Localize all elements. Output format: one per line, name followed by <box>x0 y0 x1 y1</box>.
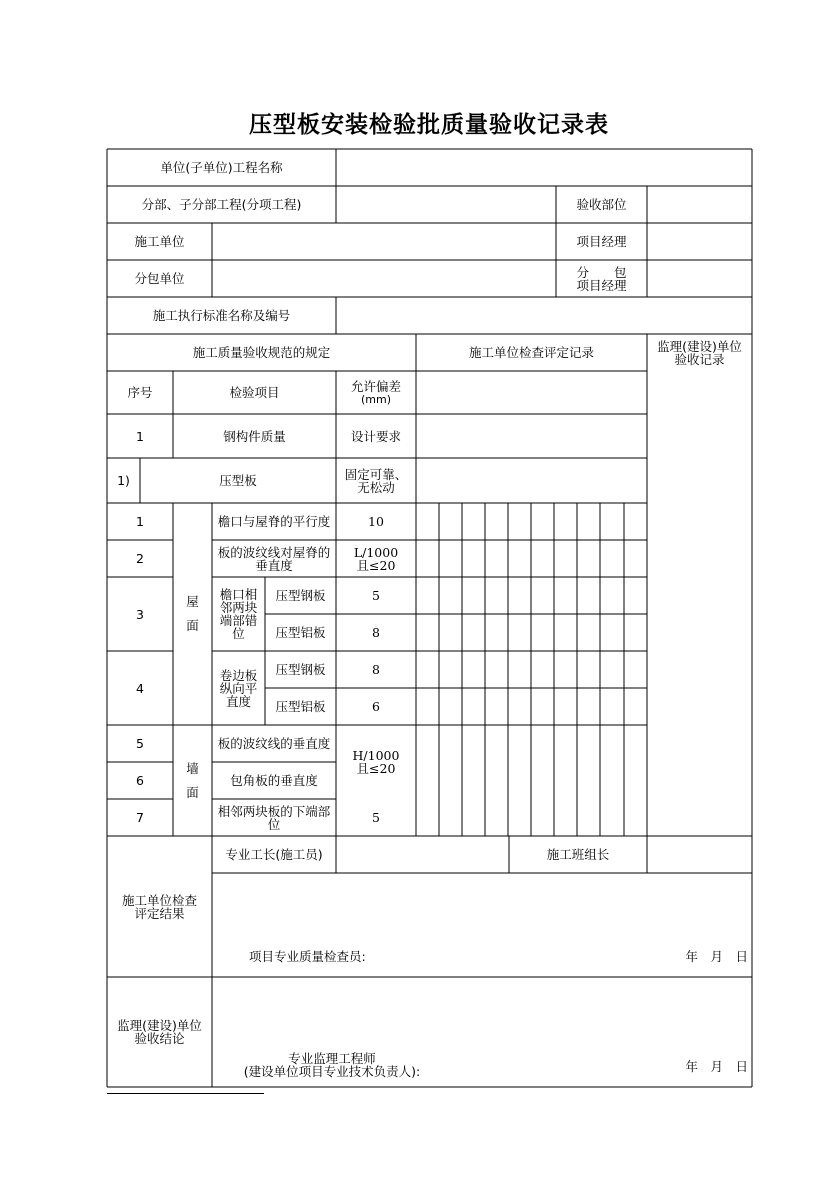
subcontractor-label: 分包单位 <box>134 271 185 286</box>
i4-group: 卷边板纵向平直度 <box>219 667 258 709</box>
i2-seq: 2 <box>136 551 144 566</box>
i1-seq: 1 <box>136 514 144 529</box>
tolerance-header-line2: (mm) <box>360 392 391 406</box>
i4-seq: 4 <box>136 680 144 696</box>
wall-group-label <box>173 725 212 836</box>
i3-seq: 3 <box>136 606 144 622</box>
item-header: 检验项目 <box>229 385 280 400</box>
roof-group-label <box>173 503 212 725</box>
contractor-result-line1: 施工单位检查 <box>121 892 197 908</box>
sub1-requirement <box>336 458 416 503</box>
supervisor-record-line2: 验收记录 <box>674 351 725 367</box>
i4b-tolerance: 6 <box>372 699 380 714</box>
contractor-result-line2: 评定结果 <box>134 905 185 921</box>
i4a-tolerance: 8 <box>372 662 380 677</box>
tolerance-header-line1: 允许偏差 <box>350 378 401 394</box>
i3a-tolerance: 5 <box>372 588 380 603</box>
sub1-requirement-line1: 固定可靠、 <box>344 466 408 482</box>
supervisor-record-line1: 监理(建设)单位 <box>657 338 742 354</box>
qc-inspector-label: 项目专业质量检查员: <box>249 948 366 964</box>
i6-seq: 6 <box>136 773 144 788</box>
supervisor-conclusion-label <box>107 977 212 1087</box>
i7-seq: 7 <box>136 810 144 825</box>
i56-tolerance <box>336 725 416 799</box>
i2-item-line2: 垂直度 <box>255 557 293 573</box>
sub1-item: 压型板 <box>219 473 257 488</box>
standard-label: 施工执行标准名称及编号 <box>152 308 291 323</box>
i2-tolerance-line1: L/1000 <box>353 544 399 560</box>
i2-tolerance <box>336 540 416 577</box>
sub-pm-label-line1: 分 包 <box>576 264 627 280</box>
supervisor-conclusion-line1: 监理(建设)单位 <box>117 1018 202 1033</box>
supervisor-date: 年 月 日 <box>685 1058 748 1074</box>
project-manager-label: 项目经理 <box>576 234 627 249</box>
roof-label-char1: 屋 <box>186 594 199 609</box>
i56-tolerance-line2: 且≤20 <box>356 761 396 776</box>
i4a-item: 压型钢板 <box>275 662 326 677</box>
i7-item-line2: 位 <box>267 816 281 832</box>
wall-label-char2: 面 <box>186 784 199 800</box>
i6-item: 包角板的垂直度 <box>230 773 318 788</box>
i7-item <box>212 799 336 836</box>
i7-tolerance: 5 <box>372 810 380 825</box>
inspection-date: 年 月 日 <box>685 948 748 964</box>
roof-label-char2: 面 <box>186 618 199 633</box>
sub1-requirement-line2: 无松动 <box>357 479 395 495</box>
engineer-label-line1: 专业监理工程师 <box>288 1051 376 1066</box>
footnote-rule <box>107 1093 264 1094</box>
r1-item: 钢构件质量 <box>223 428 286 444</box>
i1-item: 檐口与屋脊的平行度 <box>217 514 331 529</box>
sub1-seq: 1) <box>117 473 130 488</box>
inspect-part-label: 验收部位 <box>576 197 627 212</box>
contractor-label: 施工单位 <box>134 234 185 249</box>
spec-header: 施工质量验收规范的规定 <box>192 345 331 360</box>
i7-item-line1: 相邻两块板的下端部 <box>217 803 331 819</box>
i1-tolerance: 10 <box>368 514 384 529</box>
team-leader-label: 施工班组长 <box>546 847 610 862</box>
page-title: 压型板安装检验批质量验收记录表 <box>249 111 609 138</box>
sub-pm-label-line2: 项目经理 <box>576 277 627 293</box>
supervisor-conclusion-line2: 验收结论 <box>134 1031 185 1046</box>
i4b-item: 压型铝板 <box>275 699 326 714</box>
sub-project-label: 分部、子分部工程(分项工程) <box>141 197 302 212</box>
wall-label-char1: 墙 <box>186 760 199 776</box>
i2-item <box>212 540 336 577</box>
r1-seq: 1 <box>136 428 144 444</box>
contractor-result-label <box>107 836 212 977</box>
foreman-label: 专业工长(施工员) <box>225 847 323 862</box>
contractor-record-header: 施工单位检查评定记录 <box>468 345 594 360</box>
i5-seq: 5 <box>136 736 144 751</box>
engineer-label-line2: (建设单位项目专业技术负责人): <box>243 1064 421 1079</box>
tolerance-header <box>336 371 416 414</box>
r1-requirement: 设计要求 <box>350 428 401 444</box>
i3a-item: 压型钢板 <box>275 588 326 603</box>
i5-item: 板的波纹线的垂直度 <box>217 736 331 751</box>
i2-item-line1: 板的波纹线对屋脊的 <box>217 544 331 560</box>
i3b-tolerance: 8 <box>372 625 380 640</box>
i2-tolerance-line2: 且≤20 <box>356 557 396 573</box>
engineer-label <box>212 1050 452 1080</box>
i3b-item: 压型铝板 <box>275 625 326 640</box>
sub-pm-label <box>556 260 647 297</box>
i56-tolerance-line1: H/1000 <box>352 748 400 763</box>
i3-group: 檐口相邻两块端部错位 <box>219 587 258 641</box>
supervisor-record-header <box>647 334 752 371</box>
seq-header: 序号 <box>127 385 153 400</box>
project-name-label: 单位(子单位)工程名称 <box>160 160 283 175</box>
